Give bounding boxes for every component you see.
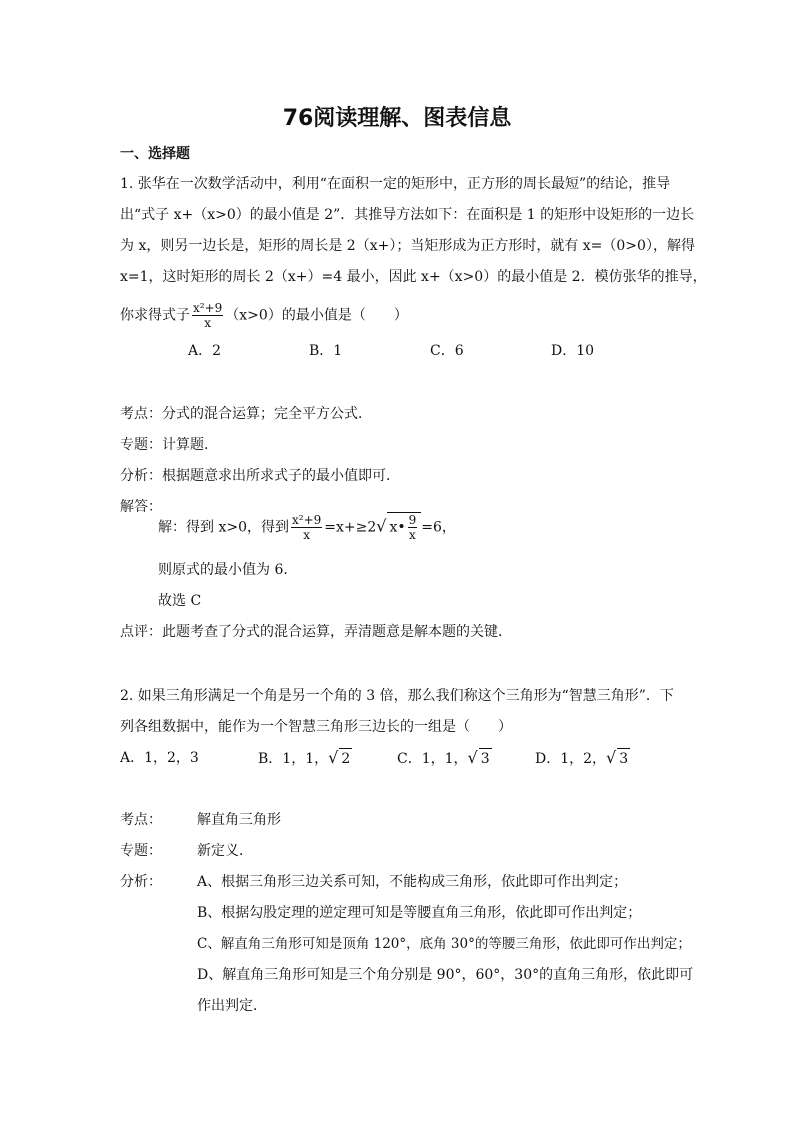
q1-solution-line2: 则原式的最小值为 6． (158, 562, 298, 578)
q1-line1: 1. 张华在一次数学活动中，利用“在面积一定的矩形中，正方形的周长最短”的结论，推导 (120, 176, 671, 192)
q1-jieda-label: 解答： (120, 499, 162, 515)
q1-solution-inner-fraction (408, 513, 418, 542)
q2-kaodian-label: 考点： (120, 812, 162, 828)
q2-option-d-text: D．1，2， (535, 751, 607, 767)
q1-line3: 为 x，则另一边长是，矩形的周长是 2（x+）；当矩形成为正方形时，就有 x=（0>0），解得 (120, 238, 695, 254)
q1-fraction-denominator: x (204, 316, 212, 330)
q2-option-b-text: B．1，1， (258, 751, 329, 767)
q1-dianping: 点评：此题考查了分式的混合运算，弄清题意是解本题的关键． (120, 624, 512, 640)
q2-option-a: A．1，2，3 (120, 750, 199, 766)
q2-zhuanti: 新定义． (197, 843, 253, 859)
q1-fraction (192, 301, 223, 330)
q1-solution-fraction (291, 513, 322, 542)
q2-fenxi-b: B、根据勾股定理的逆定理可知是等腰直角三角形，依此即可作出判定； (197, 905, 642, 921)
q1-solution-radicand-x: x• (389, 519, 406, 536)
sqrt-icon: √ (467, 748, 478, 767)
q1-option-d: D．10 (551, 343, 595, 359)
q1-solution-line1 (158, 512, 456, 542)
q1-option-b: B．1 (309, 343, 343, 359)
q1-solution-end: =6， (421, 519, 456, 536)
section-heading: 一、选择题 (120, 146, 190, 162)
q1-solution-line3: 故选 C (158, 593, 202, 609)
q1-fenxi: 分析：根据题意求出所求式子的最小值即可． (120, 468, 400, 484)
q1-solution-prefix: 解：得到 x>0，得到 (158, 519, 289, 536)
sqrt-icon: √ (376, 516, 387, 536)
q1-line4: x=1，这时矩形的周长 2（x+）=4 最小，因此 x+（x>0）的最小值是 2．模仿张华的推导， (120, 269, 707, 285)
q2-line1: 2. 如果三角形满足一个角是另一个角的 3 倍，那么我们称这个三角形为“智慧三角形”．下 (120, 688, 674, 704)
q2-kaodian: 解直角三角形 (197, 812, 281, 828)
sqrt-icon: √ (606, 748, 617, 767)
q1-solution-fraction-denominator: x (303, 528, 311, 542)
q2-line2: 列各组数据中，能作为一个智慧三角形三边长的一组是（ ） (120, 719, 512, 735)
q1-solution-radicand (387, 512, 421, 542)
q2-fenxi-a: A、根据三角形三边关系可知，不能构成三角形，依此即可作出判定； (197, 874, 628, 890)
page-title: 76阅读理解、图表信息 (282, 106, 512, 131)
q1-option-a: A．2 (188, 343, 222, 359)
q2-option-b (258, 748, 352, 769)
q2-option-d (535, 748, 630, 769)
q1-line5-suffix: （x>0）的最小值是（ ） (225, 307, 408, 324)
q1-line5-prefix: 你求得式子 (120, 307, 190, 324)
q2-zhuanti-label: 专题： (120, 843, 162, 859)
q2-option-c-radicand: 3 (479, 748, 492, 769)
q2-option-b-radicand: 2 (339, 748, 352, 769)
q2-fenxi-d1: D、解直角三角形可知是三个角分别是 90°，60°，30°的直角三角形，依此即可 (197, 967, 694, 983)
q2-option-d-radicand: 3 (617, 748, 630, 769)
q1-solution-fraction-numerator: x²+9 (291, 513, 322, 527)
q1-option-c: C．6 (430, 343, 464, 359)
q1-fraction-numerator: x²+9 (193, 301, 223, 315)
q1-line5 (120, 301, 408, 330)
q1-solution-inner-numerator: 9 (408, 513, 417, 527)
q2-fenxi-label: 分析： (120, 874, 162, 890)
sqrt-icon: √ (328, 748, 339, 767)
q1-line2: 出“式子 x+（x>0）的最小值是 2”．其推导方法如下：在面积是 1 的矩形中设矩形的一边长 (120, 207, 695, 223)
q2-option-c-text: C．1，1， (397, 751, 468, 767)
q1-solution-inner-denominator: x (409, 528, 416, 542)
q1-zhuanti: 专题：计算题． (120, 437, 218, 453)
q1-kaodian: 考点：分式的混合运算；完全平方公式． (120, 406, 372, 422)
q2-option-c (397, 748, 492, 769)
q1-solution-middle: =x+≥2 (324, 519, 377, 536)
q2-fenxi-d2: 作出判定． (197, 998, 267, 1014)
q2-fenxi-c: C、解直角三角形可知是顶角 120°，底角 30°的等腰三角形，依此即可作出判定； (197, 936, 691, 952)
